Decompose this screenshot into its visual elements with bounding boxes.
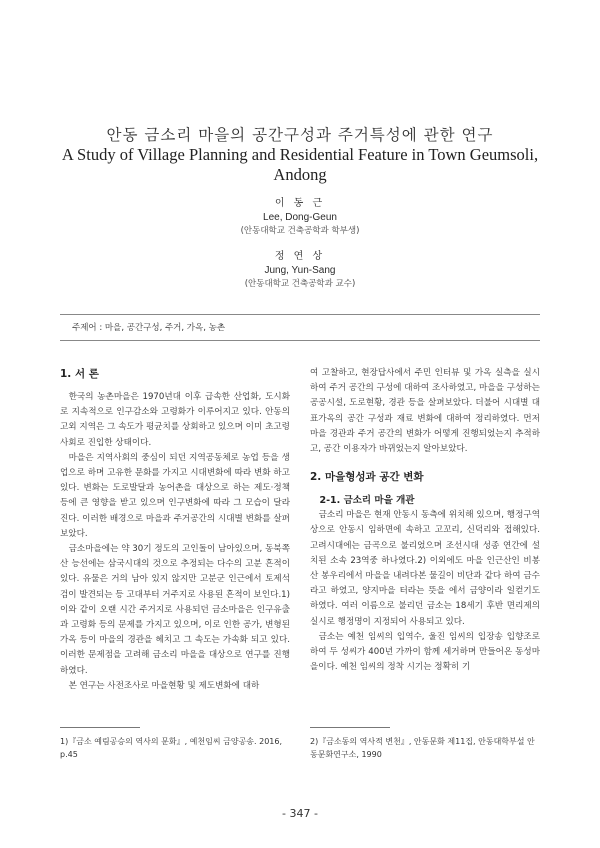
keywords-text: 주제어 : 마을, 공간구성, 주거, 가옥, 농촌: [72, 323, 226, 333]
right-column: [310, 366, 540, 675]
author-1-name-ko: 이 동 근: [274, 198, 326, 209]
title-english: A Study of Village Planning and Residential Feature in Town Geumsoli, Andong: [61, 145, 539, 184]
section-1-paragraph: 본 연구는 사전조사로 마을현황 및 제도변화에 대하: [68, 680, 260, 691]
author-1: [0, 197, 600, 238]
left-column: [60, 366, 290, 694]
title-korean: 안동 금소리 마을의 공간구성과 주거특성에 관한 연구: [106, 126, 494, 144]
section-1-paragraph: 마을은 지역사회의 중심이 되던 지역공동체로 농업 등을 생업으로 하며 고유한 문화를 가지고 시대변화에 따라 변화 하고 있다. 변화는 도로발달과 농어촌을 대상으로 하는 제도·정책 등에 큰 영향을 받고 있으며 인구변화에 따라 그 모습이 달라진다. 이러한 배경으로 마을과 주거공간의 시대별 변화를 살펴보았다.: [60, 452, 290, 539]
page-number: - 347 -: [282, 807, 318, 820]
author-2-affiliation: (안동대학교 건축공학과 교수): [244, 279, 356, 289]
footnote-rule-right: [310, 727, 390, 728]
intro-continuation: 여 고찰하고, 현장답사에서 주민 인터뷰 및 가옥 실측을 실시하여 주거 공간의 구성에 대하여 조사하였고, 마을을 구성하는 공공시설, 도로현황, 경관 등을 살펴보았다. 더불어 시대별 대표가옥의 공간 구성과 재료 변화에 대하여 정리하였다. 먼저 마을 경관과 주거 공간의 변화가 어떻게 진행되었는지 추적하고, 공간 이용자가 바뀌었는지 알아보았다.: [310, 368, 540, 455]
section-1-paragraph: 한국의 농촌마을은 1970년대 이후 급속한 산업화, 도시화로 지속적으로 인구감소와 고령화가 이루어지고 있다. 안동의 고외 지역은 그 속도가 평균치를 상회하고 있으며 이미 초고령사회로 진입한 상태이다.: [60, 392, 290, 448]
author-2: [0, 250, 600, 291]
author-1-name-en: Lee, Dong-Geun: [263, 212, 337, 223]
author-1-affiliation: (안동대학교 건축공학과 학부생): [240, 226, 360, 236]
author-2-name-ko: 정 연 상: [274, 251, 326, 262]
section-2-heading: 2. 마을형성과 공간 변화: [310, 471, 424, 484]
subsection-2-1-heading: 2-1. 금소리 마을 개관: [319, 495, 415, 507]
footnote-1: 1)『금소 예림공승의 역사의 문화』, 예천임씨 금양공송. 2016, p.45: [60, 737, 283, 759]
section-1-heading: 1. 서 론: [60, 368, 99, 380]
keywords-box: [60, 314, 540, 341]
footnote-2: 2)『금소동의 역사적 변천』, 안동문화 제11집, 안동대학부설 안동문화연구소, 1990: [310, 737, 535, 759]
author-2-name-en: Jung, Yun-Sang: [264, 265, 336, 276]
section-1-paragraph: 금소마을에는 약 30기 정도의 고인돌이 남아있으며, 동북쪽 산 능선에는 삼국시대의 것으로 추정되는 다수의 고분 흔적이 있다. 유물은 거의 남아 있지 않지만 고분군 인근에서 토제석검이 발견되는 등 고대부터 거주지로 사용된 흔적이 보인다.1) 이와 같이 오랜 시간 주거지로 사용되던 금소마을은 인구유출과 고령화 등의 문제를 가지고 있으며, 이로 인한 공가, 변형된 가옥 등이 마을의 경관을 헤치고 그 속도는 가속화 되고 있다. 이러한 문제점을 고려해 금소리 마을을 대상으로 연구를 진행하였다.: [60, 544, 290, 676]
section-2-paragraph: 금소리 마을은 현재 안동시 동측에 위치해 있으며, 행정구역상으로 안동시 임하면에 속하고 고꼬리, 신덕리와 접해있다. 고려시대에는 금곡으로 불리었으며 조선시대 성종 연간에 설치된 소속 23역중 하나였다.2) 이외에도 마을 인근산인 비봉산 봉우리에서 마을을 내려다본 물길이 비단과 같다 하여 금수라고 하였고, 양지마을 터라는 뜻을 에서 금양이라 일컫기도 하였다. 여러 이름으로 불리던 금소는 18세기 후반 면리제의 실시로 행정명이 지정되어 사용되고 있다.: [310, 510, 540, 627]
footnote-rule-left: [60, 727, 140, 728]
section-2-paragraph: 금소는 예천 임씨의 입역수, 울진 임씨의 입장송 입향조로 하여 두 성씨가 400년 가까이 함께 세거하며 만들어온 동성마을이다. 예천 임씨의 정착 시기는 정확히 기: [310, 631, 540, 673]
